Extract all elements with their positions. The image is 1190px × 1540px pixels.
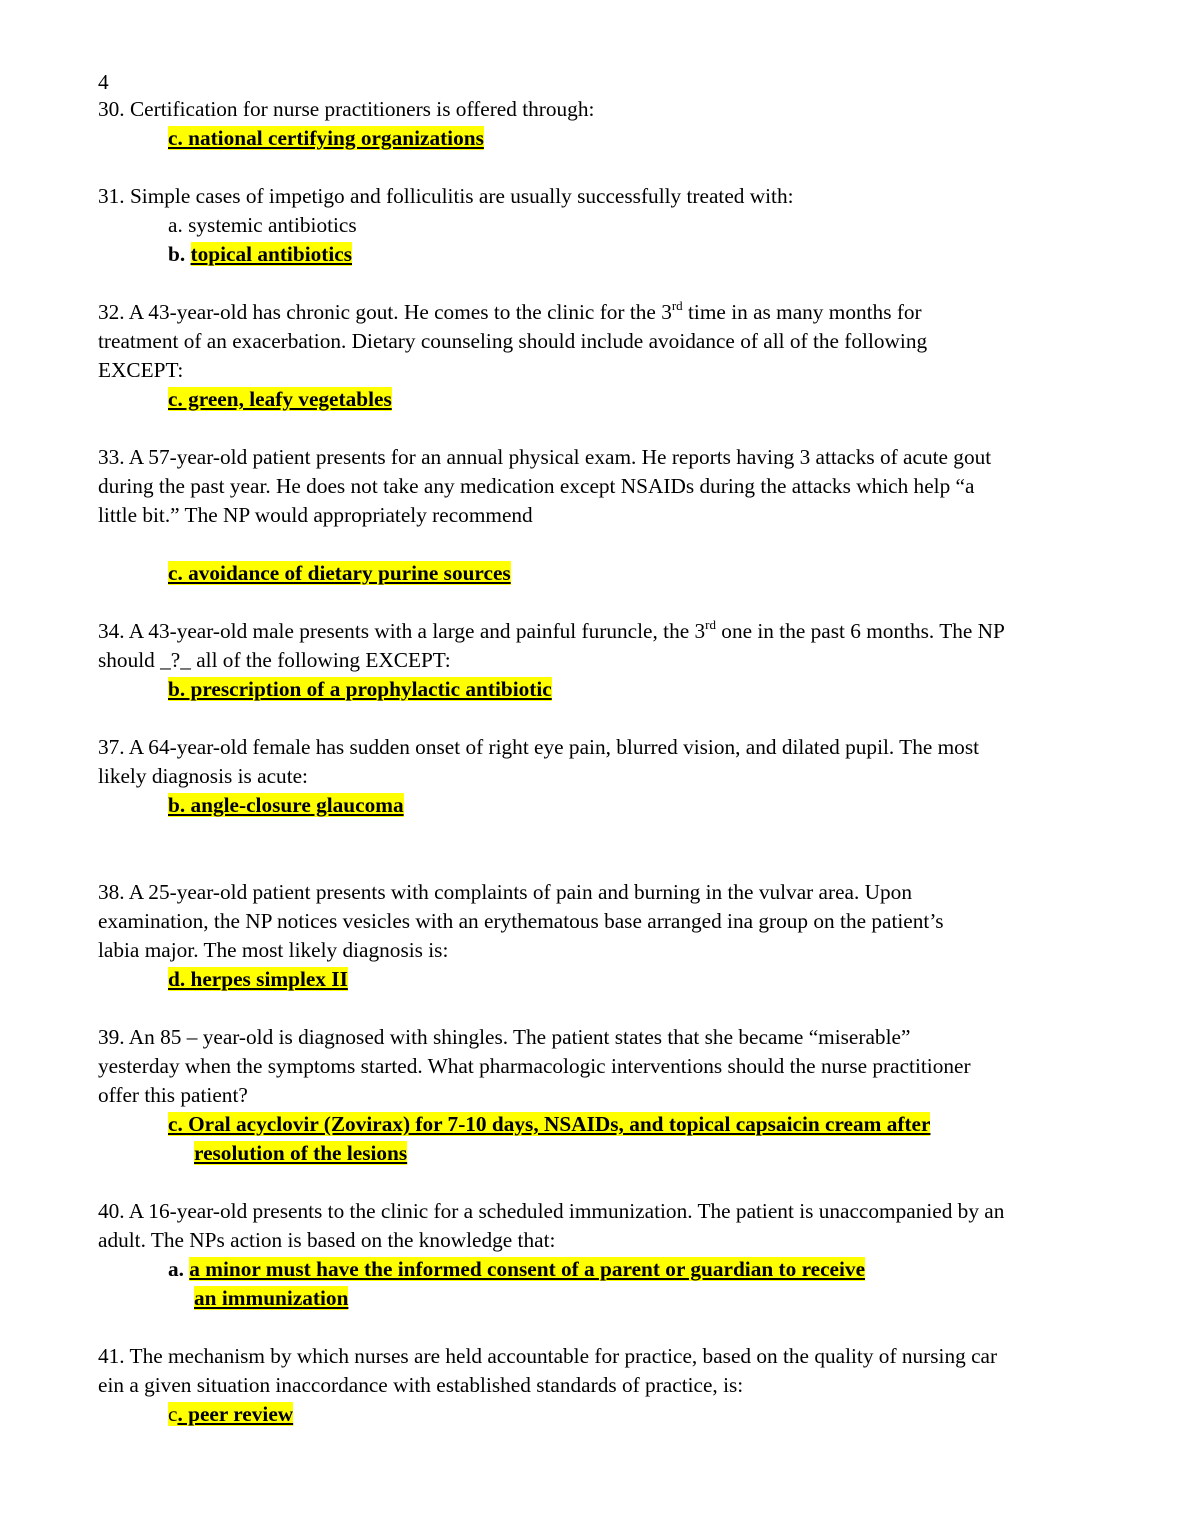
- question-39-line-1: 39. An 85 – year-old is diagnosed with shingles. The patient states that she became “miserable”: [98, 1025, 911, 1049]
- answer-highlight: c. green, leafy vegetables: [168, 387, 392, 411]
- question-38-line-1: 38. A 25-year-old patient presents with complaints of pain and burning in the vulvar area. Upon: [98, 880, 912, 904]
- answer-highlight: d. herpes simplex II: [168, 967, 348, 991]
- question-38-line-3: labia major. The most likely diagnosis is:: [98, 938, 449, 962]
- question-33-line-3: little bit.” The NP would appropriately recommend: [98, 503, 533, 527]
- question-text: 34. A 43-year-old male presents with a large and painful furuncle, the 3: [98, 619, 706, 643]
- answer-highlight: resolution of the lesions: [194, 1141, 408, 1165]
- question-33-line-1: 33. A 57-year-old patient presents for an annual physical exam. He reports having 3 attacks of acute gout: [98, 445, 992, 469]
- question-text: 32. A 43-year-old has chronic gout. He comes to the clinic for the 3: [98, 300, 672, 324]
- question-38-line-2: examination, the NP notices vesicles with an erythematous base arranged ina group on the patient’s: [98, 909, 944, 933]
- answer-prefix: a.: [168, 1257, 190, 1281]
- answer-prefix: c: [168, 1402, 178, 1426]
- answer-highlight: a minor must have the informed consent of a parent or guardian to receive: [189, 1257, 866, 1281]
- superscript: rd: [705, 617, 716, 632]
- question-37-answer: [168, 791, 404, 820]
- question-40-answer-line-1: [168, 1255, 865, 1284]
- page-number: 4: [98, 70, 109, 94]
- answer-prefix: b.: [168, 242, 191, 266]
- question-40-answer-line-2: [194, 1284, 348, 1313]
- question-31-text: 31. Simple cases of impetigo and folliculitis are usually successfully treated with:: [98, 184, 794, 208]
- question-37-line-2: likely diagnosis is acute:: [98, 764, 308, 788]
- question-text: one in the past 6 months. The NP: [715, 619, 1005, 643]
- question-text: time in as many months for: [682, 300, 922, 324]
- answer-highlight: an immunization: [194, 1286, 349, 1310]
- answer-highlight: c. Oral acyclovir (Zovirax) for 7-10 days, NSAIDs, and topical capsaicin cream after: [168, 1112, 931, 1136]
- answer-highlight: topical antibiotics: [190, 242, 353, 266]
- question-39-line-2: yesterday when the symptoms started. What pharmacologic interventions should the nurse practitioner: [98, 1054, 971, 1078]
- question-33-line-2: during the past year. He does not take any medication except NSAIDs during the attacks which help “a: [98, 474, 975, 498]
- question-31-answer: [168, 240, 352, 269]
- question-41-answer: [168, 1400, 293, 1429]
- question-41-line-2: ein a given situation inaccordance with established standards of practice, is:: [98, 1373, 744, 1397]
- question-40-line-2: adult. The NPs action is based on the knowledge that:: [98, 1228, 556, 1252]
- question-31-option-a: a. systemic antibiotics: [168, 213, 357, 237]
- question-30-text: 30. Certification for nurse practitioners is offered through:: [98, 97, 595, 121]
- answer-highlight: c. national certifying organizations: [168, 126, 484, 150]
- question-34-line-2: should _?_ all of the following EXCEPT:: [98, 648, 451, 672]
- question-39-answer-line-2: [194, 1139, 407, 1168]
- answer-highlight: b. angle-closure glaucoma: [168, 793, 404, 817]
- superscript: rd: [671, 298, 683, 313]
- question-37-line-1: 37. A 64-year-old female has sudden onset of right eye pain, blurred vision, and dilated pupil. The most: [98, 735, 980, 759]
- question-39-answer-line-1: [168, 1110, 930, 1139]
- question-41-line-1: 41. The mechanism by which nurses are held accountable for practice, based on the quality of nursing car: [98, 1344, 998, 1368]
- question-39-line-3: offer this patient?: [98, 1083, 248, 1107]
- question-34-line-1: [98, 617, 1005, 646]
- question-32-answer: [168, 385, 392, 414]
- answer-highlight: c. avoidance of dietary purine sources: [168, 561, 511, 585]
- question-34-answer: [168, 675, 552, 704]
- question-38-answer: [168, 965, 348, 994]
- answer-highlight: . peer review: [177, 1402, 294, 1426]
- question-33-answer: [168, 559, 511, 588]
- question-30-answer: [168, 124, 484, 153]
- question-32-line-2: treatment of an exacerbation. Dietary counseling should include avoidance of all of the following: [98, 329, 928, 353]
- question-40-line-1: 40. A 16-year-old presents to the clinic for a scheduled immunization. The patient is unaccompanied by an: [98, 1199, 1005, 1223]
- question-32-line-1: [98, 298, 922, 327]
- question-32-line-3: EXCEPT:: [98, 358, 184, 382]
- answer-highlight: b. prescription of a prophylactic antibiotic: [168, 677, 552, 701]
